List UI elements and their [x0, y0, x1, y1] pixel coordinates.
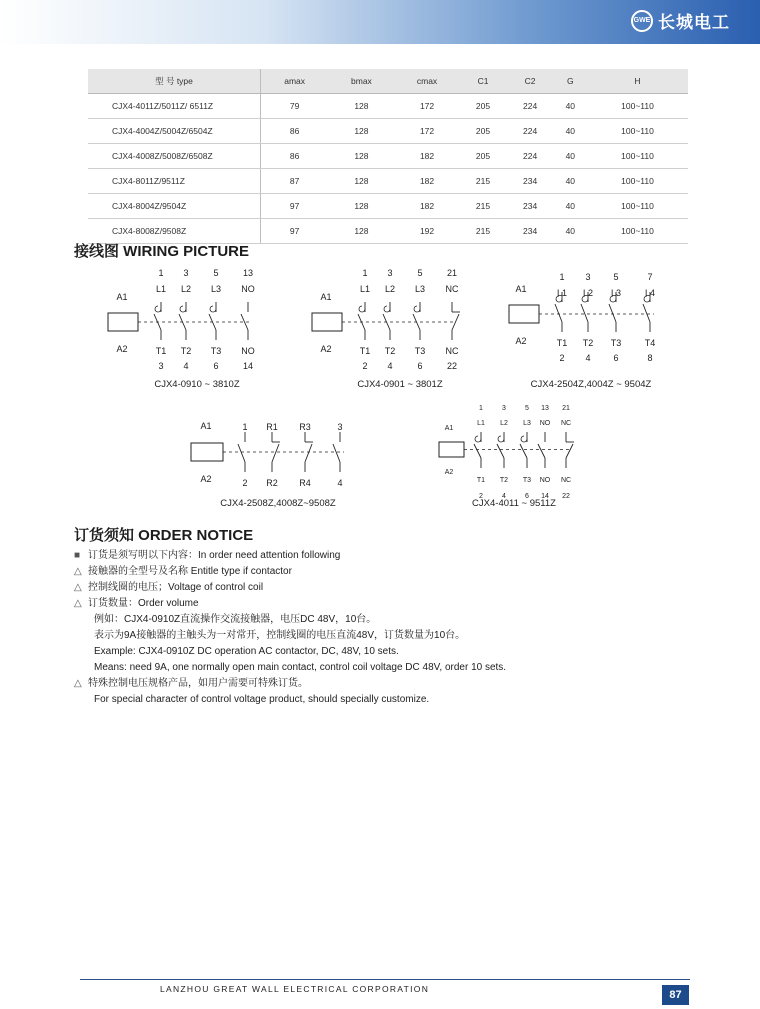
terminal-number: 3 [585, 272, 591, 282]
terminal-label: L3 [610, 288, 622, 298]
table-cell: 128 [328, 119, 394, 144]
table-cell: 205 [459, 119, 506, 144]
notice-text: 特殊控制电压规格产品，如用户需要可特殊订货。 [88, 678, 308, 689]
notice-text: Example: CJX4-0910Z DC operation AC contactor, DC, 48V, 10 sets. [94, 646, 399, 657]
table-row [88, 94, 688, 119]
table-cell: 128 [328, 169, 394, 194]
diagram-caption: CJX4-2504Z,4004Z ~ 9504Z [530, 379, 652, 390]
table-cell: 192 [395, 219, 460, 244]
coil-symbol [312, 313, 342, 331]
table-cell: 215 [459, 169, 506, 194]
bullet-icon: △ [74, 678, 82, 689]
table-cell: 86 [261, 144, 329, 169]
table-cell: CJX4-4011Z/5011Z/ 6511Z [88, 94, 261, 119]
table-cell: 97 [261, 194, 329, 219]
no-contact [238, 444, 245, 462]
coil-symbol [509, 305, 539, 323]
diagram-caption: CJX4-2508Z,4008Z~9508Z [220, 498, 336, 509]
nc-contact [452, 314, 459, 330]
diagram-caption: CJX4-0910 ~ 3810Z [154, 379, 240, 390]
terminal-number: 6 [525, 493, 529, 500]
table-cell: 40 [554, 219, 587, 244]
coil-label-a1: A1 [320, 292, 332, 302]
main-contact [609, 304, 616, 322]
coil-label-a1: A1 [444, 425, 454, 432]
coil-symbol [108, 313, 138, 331]
table-cell: 86 [261, 119, 329, 144]
notice-text: 例如：CJX4-0910Z直流操作交流接触器，电压DC 48V，10台。 [94, 614, 377, 625]
terminal-number: 22 [446, 361, 458, 371]
terminal-number: 4 [502, 493, 506, 500]
arc-symbol [180, 306, 186, 312]
notice-text: For special character of control voltage product, should specially customize. [94, 694, 430, 705]
wiring-diagrams-svg [0, 260, 760, 515]
terminal-number: 21 [562, 405, 570, 412]
notice-text: 订货数量：Order volume [88, 598, 199, 609]
terminal-label: L1 [556, 288, 568, 298]
column-header: cmax [395, 69, 460, 94]
table-cell: 40 [554, 94, 587, 119]
diagram-caption: CJX4-0901 ~ 3801Z [357, 379, 443, 390]
terminal-label: L3 [414, 284, 426, 294]
order-notice-list [74, 548, 506, 708]
arc-symbol [359, 306, 365, 312]
order-title: 订货须知 ORDER NOTICE [74, 527, 254, 544]
terminal-label: NO [539, 477, 551, 484]
terminal-label: L3 [523, 420, 531, 427]
terminal-label: T2 [582, 338, 594, 348]
terminal-number: R2 [266, 478, 278, 488]
terminal-label: L2 [384, 284, 396, 294]
coil-label-a1: A1 [200, 421, 212, 431]
logo-icon: GWE [631, 10, 653, 32]
table-cell: 97 [261, 219, 329, 244]
arc-symbol [384, 306, 390, 312]
column-header: 型 号 type [88, 69, 261, 94]
diagram-caption: CJX4-4011 ~ 9511Z [472, 498, 556, 509]
terminal-label: T2 [180, 346, 192, 356]
terminal-number: 3 [183, 268, 189, 278]
notice-line [74, 596, 506, 612]
terminal-number: 5 [613, 272, 619, 282]
table-cell: 87 [261, 169, 329, 194]
notice-line [74, 548, 506, 564]
table-cell: 128 [328, 194, 394, 219]
terminal-number: 1 [479, 405, 483, 412]
table-cell: 205 [459, 144, 506, 169]
table-cell: 100~110 [587, 144, 688, 169]
table-cell: 224 [507, 119, 554, 144]
page-number: 87 [662, 985, 689, 1005]
table-cell: 40 [554, 119, 587, 144]
table-cell: 40 [554, 169, 587, 194]
arc-symbol [475, 436, 481, 442]
terminal-label: NC [560, 477, 572, 484]
terminal-label: L1 [155, 284, 167, 294]
main-contact [154, 314, 161, 330]
notice-text: 表示为9A接触器的主触头为一对常开，控制线圈的电压直流48V，订货数量为10台。 [94, 630, 466, 641]
table-header-row [88, 69, 688, 94]
column-header: G [554, 69, 587, 94]
table-row [88, 194, 688, 219]
table-cell: 215 [459, 219, 506, 244]
table-cell: 128 [328, 144, 394, 169]
notice-line [74, 676, 506, 692]
table-cell: 234 [507, 194, 554, 219]
table-cell: 100~110 [587, 194, 688, 219]
notice-line [74, 612, 506, 628]
terminal-number: 3 [387, 268, 393, 278]
terminal-number: 4 [585, 353, 591, 363]
terminal-number: 7 [647, 272, 653, 282]
notice-text: Means: need 9A, one normally open main contact, control coil voltage DC 48V, order 10 sets. [94, 662, 507, 673]
table-cell: 40 [554, 194, 587, 219]
main-contact [643, 304, 650, 322]
terminal-label: L1 [477, 420, 485, 427]
terminal-label: T1 [556, 338, 568, 348]
main-contact [358, 314, 365, 330]
notice-text: 订货是须写明以下内容：In order need attention following [88, 550, 341, 561]
terminal-label: L2 [180, 284, 192, 294]
column-header: H [587, 69, 688, 94]
terminal-label: L1 [359, 284, 371, 294]
table-cell: 182 [395, 169, 460, 194]
wiring-diagrams [0, 260, 760, 515]
terminal-number: 13 [242, 268, 254, 278]
table-row [88, 119, 688, 144]
header-banner [0, 0, 760, 44]
terminal-number: 8 [647, 353, 653, 363]
coil-label-a2: A2 [200, 474, 212, 484]
terminal-label: T4 [644, 338, 656, 348]
arc-symbol [414, 306, 420, 312]
table-cell: CJX4-4008Z/5008Z/6508Z [88, 144, 261, 169]
terminal-label: L2 [500, 420, 508, 427]
brand-logo [631, 8, 730, 33]
terminal-label: T3 [610, 338, 622, 348]
terminal-number: 1 [158, 268, 164, 278]
table-cell: 100~110 [587, 119, 688, 144]
column-header: C2 [507, 69, 554, 94]
terminal-number: 1 [559, 272, 565, 282]
terminal-number: 5 [525, 405, 529, 412]
terminal-number: 6 [417, 361, 423, 371]
terminal-number: 1 [242, 422, 248, 432]
main-contact [474, 444, 481, 458]
bullet-icon: △ [74, 566, 82, 577]
table-cell: 172 [395, 94, 460, 119]
terminal-label: L4 [644, 288, 656, 298]
terminal-number: 22 [562, 493, 570, 500]
terminal-label: T1 [476, 477, 486, 484]
table-cell: 128 [328, 219, 394, 244]
terminal-number: 2 [242, 478, 248, 488]
terminal-number: 4 [387, 361, 393, 371]
bullet-icon: △ [74, 582, 82, 593]
arc-symbol [210, 306, 216, 312]
terminal-label: T3 [414, 346, 426, 356]
no-contact [538, 444, 545, 458]
terminal-label: NC [445, 346, 459, 356]
terminal-label: T2 [499, 477, 509, 484]
terminal-label: NO [539, 420, 551, 427]
table-cell: 128 [328, 94, 394, 119]
terminal-number: 3 [158, 361, 164, 371]
terminal-label: T1 [359, 346, 371, 356]
table-cell: 224 [507, 144, 554, 169]
coil-label-a2: A2 [320, 344, 332, 354]
table-row [88, 144, 688, 169]
dimension-table [88, 69, 688, 244]
coil-symbol [191, 443, 223, 461]
terminal-number: 3 [502, 405, 506, 412]
table-cell: 182 [395, 194, 460, 219]
table-cell: 224 [507, 94, 554, 119]
table-cell: 182 [395, 144, 460, 169]
terminal-label: T2 [384, 346, 396, 356]
terminal-number: 14 [541, 493, 549, 500]
no-contact [333, 444, 340, 462]
terminal-number: 4 [337, 478, 343, 488]
main-contact [581, 304, 588, 322]
wiring-title: 接线图 WIRING PICTURE [74, 243, 249, 260]
nc-contact [566, 444, 573, 458]
main-contact [520, 444, 527, 458]
terminal-number: 5 [417, 268, 423, 278]
terminal-label: T3 [522, 477, 532, 484]
terminal-number: 2 [479, 493, 483, 500]
terminal-number: 6 [213, 361, 219, 371]
column-header: amax [261, 69, 329, 94]
terminal-number: 1 [362, 268, 368, 278]
terminal-number: 13 [541, 405, 549, 412]
terminal-number: 2 [362, 361, 368, 371]
table-row [88, 169, 688, 194]
notice-line [74, 580, 506, 596]
terminal-number: 21 [446, 268, 458, 278]
table-cell: 79 [261, 94, 329, 119]
table-cell: 205 [459, 94, 506, 119]
arc-symbol [498, 436, 504, 442]
coil-label-a2: A2 [116, 344, 128, 354]
terminal-number: R3 [299, 422, 311, 432]
terminal-number: 14 [242, 361, 254, 371]
column-header: C1 [459, 69, 506, 94]
coil-symbol [439, 442, 464, 457]
terminal-label: NO [241, 346, 255, 356]
coil-label-a1: A1 [515, 284, 527, 294]
coil-label-a2: A2 [515, 336, 527, 346]
terminal-label: L3 [210, 284, 222, 294]
terminal-label: NO [241, 284, 255, 294]
notice-line [74, 644, 506, 660]
table-body [88, 94, 688, 244]
notice-text: 控制线圈的电压；Voltage of control coil [88, 582, 264, 593]
main-contact [555, 304, 562, 322]
table-cell: 234 [507, 169, 554, 194]
table-cell: CJX4-8004Z/9504Z [88, 194, 261, 219]
footer-divider [80, 979, 690, 980]
coil-label-a1: A1 [116, 292, 128, 302]
notice-line [74, 628, 506, 644]
table-cell: CJX4-8011Z/9511Z [88, 169, 261, 194]
notice-text: 接触器的全型号及名称 Entitle type if contactor [88, 566, 292, 577]
terminal-number: 5 [213, 268, 219, 278]
footer-company: LANZHOU GREAT WALL ELECTRICAL CORPORATION [160, 984, 430, 994]
notice-line [74, 564, 506, 580]
notice-line [74, 692, 506, 708]
terminal-number: R1 [266, 422, 278, 432]
terminal-number: 3 [337, 422, 343, 432]
arc-symbol [155, 306, 161, 312]
table-cell: CJX4-4004Z/5004Z/6504Z [88, 119, 261, 144]
table-cell: 40 [554, 144, 587, 169]
arc-symbol [521, 436, 527, 442]
table-cell: 100~110 [587, 94, 688, 119]
table-cell: 234 [507, 219, 554, 244]
table-cell: 100~110 [587, 219, 688, 244]
terminal-label: T3 [210, 346, 222, 356]
notice-line [74, 660, 506, 676]
terminal-label: T1 [155, 346, 167, 356]
terminal-number: 2 [559, 353, 565, 363]
bullet-icon: △ [74, 598, 82, 609]
coil-label-a2: A2 [444, 469, 454, 476]
nc-contact [272, 444, 279, 462]
terminal-label: NC [445, 284, 459, 294]
column-header: bmax [328, 69, 394, 94]
bullet-icon: ■ [74, 550, 81, 561]
terminal-number: 6 [613, 353, 619, 363]
nc-contact [305, 444, 312, 462]
main-contact [497, 444, 504, 458]
terminal-label: L2 [582, 288, 594, 298]
table-cell: CJX4-8008Z/9508Z [88, 219, 261, 244]
table-cell: 172 [395, 119, 460, 144]
table-cell: 100~110 [587, 169, 688, 194]
terminal-number: 4 [183, 361, 189, 371]
terminal-label: NC [560, 420, 572, 427]
brand-name: 长城电工 [658, 13, 730, 32]
terminal-number: R4 [299, 478, 311, 488]
table-cell: 215 [459, 194, 506, 219]
